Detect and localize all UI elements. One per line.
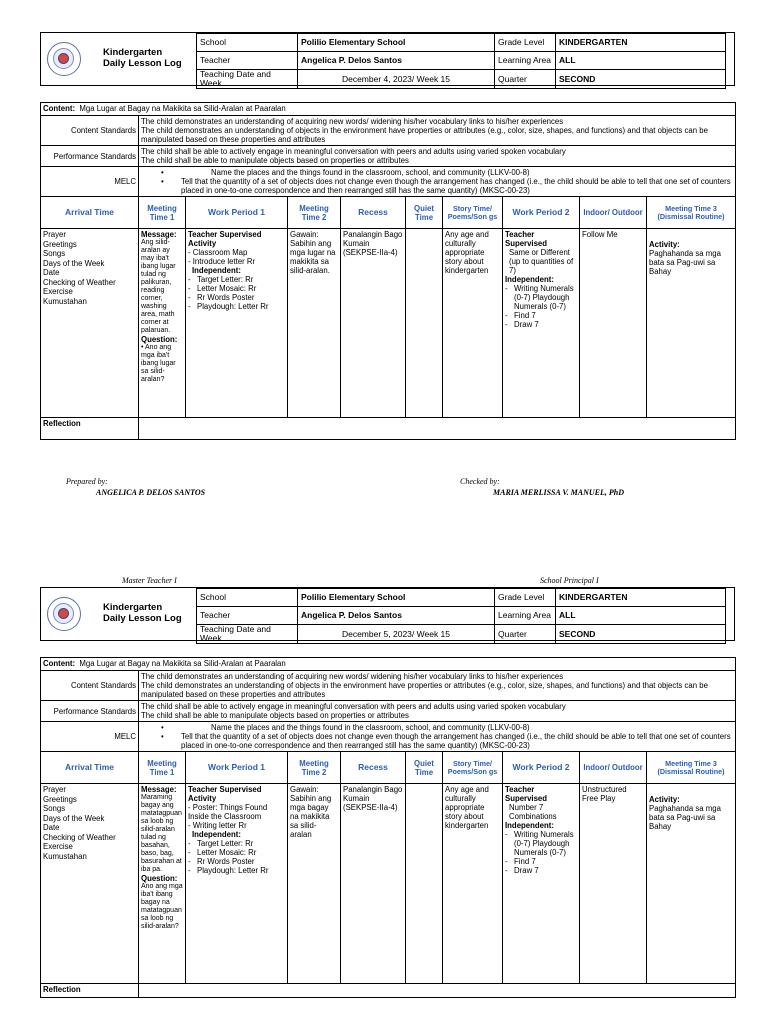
lesson-table-day2: Content: Mga Lugar at Bagay na Makikita sa Silid-Aralan at Paaralan Content Standards The child demonstrates an understanding of acquiring new words/ widening his/her vocabulary links to his/her experiences The child demonstrates an understanding of objects in the environment have properties or attributes (e.g., color, size, shapes, and functions) and that objects can be manipulated based on these properties and attributes Performance Standards The child shall be able to actively engage in meaningful conversation with peers and adults using varied spoken vocabulary The child shall be able to manipulate objects based on properties or attributes MELC • Name the places and the things found in the classroom, school, and community (LLKV-00-8) • Tell that the quantity of a set of objects does not change even though the arrangement has changed (i.e., the child should be able to tell that one set of counters placed in one-to-one correspondence and then rearranged still has the same quantity) (MKSC-00-23) Arrival Time Meeting Time 1 Work Period 1 Meeting Time 2 Recess Quiet Time Story Time/ Poems/Son gs Work Period 2 Indoor/ Outdoor Meeting Time 3 (Dismissal Routine) Prayer Greetings Songs Days of the Week Date Checking of Weather Exercise Kumustahan Message: Maraming bagay ang matatagpuan sa loob ng silid-aralan tulad ng basahan, baso, bag, basurahan at iba pa. Question: Ano ang mga iba't ibang bagay na matatagpuan sa loob ng silid-aralan? Teacher Supervised Activity - Poster: Things Found Inside the Classroom - Writing letter Rr Independent: - Target Letter: Rr - Letter Mosaic: Rr - Rr Words Poster - Playdough: Letter Rr Gawain: Sabihin ang mga bagay na makikita sa silid-aralan Panalangin Bago Kumain (SEKPSE-IIa-4) Any age and culturally appropriate story about kindergarten Teacher Supervised Number 7 Combinations Independent: - Writing Numerals (0-7) Playdough Numerals (0-7) - Find 7 - Draw 7 Unstructured Free Play Activity: Paghahanda sa mga bata sa Pag-uwi sa Bahay Reflection	[40, 657, 736, 998]
header-day2	[40, 587, 735, 641]
document-title: Kindergarten Daily Lesson Log	[103, 602, 182, 624]
arrival-list: Prayer Greetings Songs Days of the Week Date Checking of Weather Exercise Kumustahan	[41, 784, 139, 984]
deped-seal-icon	[47, 42, 81, 76]
document-title: Kindergarten Daily Lesson Log	[103, 47, 182, 69]
arrival-list: Prayer Greetings Songs Days of the Week Date Checking of Weather Exercise Kumustahan	[41, 229, 139, 418]
logo-box	[41, 33, 197, 85]
header-day1	[40, 32, 735, 86]
header-info-table: School Polilio Elementary School Grade Level KINDERGARTEN Teacher Angelica P. Delos Santos Learning Area ALL Teaching Date and Week December 4, 2023/ Week 15 Quarter SECOND	[196, 33, 726, 89]
deped-seal-icon	[47, 597, 81, 631]
lesson-table-day1: Content: Mga Lugar at Bagay na Makikita sa Silid-Aralan at Paaralan Content Standards The child demonstrates an understanding of acquiring new words/ widening his/her vocabulary links to his/her experiences The child demonstrates an understanding of objects in the environment have properties or attributes (e.g., color, size, shapes, and functions) and that objects can be manipulated based on these properties and attributes Performance Standards The child shall be able to actively engage in meaningful conversation with peers and adults using varied spoken vocabulary The child shall be able to manipulate objects based on properties or attributes MELC • Name the places and the things found in the classroom, school, and community (LLKV-00-8) • Tell that the quantity of a set of objects does not change even though the arrangement has changed (i.e., the child should be able to tell that one set of counters placed in one-to-one correspondence and then rearranged still has the same quantity) (MKSC-00-23) Arrival Time Meeting Time 1 Work Period 1 Meeting Time 2 Recess Quiet Time Story Time/ Poems/Son gs Work Period 2 Indoor/ Outdoor Meeting Time 3 (Dismissal Routine) Prayer Greetings Songs Days of the Week Date Checking of Weather Exercise Kumustahan Message: Ang silid-aralan ay may iba't ibang lugar tulad ng palikuran, reading corner, washing area, math corner at palaruan. Question: • Ano ang mga iba't ibang lugar sa silid-aralan? Teacher Supervised Activity - Classroom Map - Introduce letter Rr Independent: - Target Letter: Rr - Letter Mosaic: Rr - Rr Words Poster - Playdough: Letter Rr Gawain: Sabihin ang mga lugar na makikita sa silid-aralan. Panalangin Bago Kumain (SEKPSE-IIa-4) Any age and culturally appropriate story about kindergarten Teacher Supervised Same or Different (up to quantities of 7) Independent: - Writing Numerals (0-7) Playdough Numerals (0-7) - Find 7 - Draw 7 Follow Me Activity: Paghahanda sa mga bata sa Pag-uwi sa Bahay Reflection	[40, 102, 736, 440]
logo-box	[41, 588, 197, 640]
header-info-table: School Polilio Elementary School Grade Level KINDERGARTEN Teacher Angelica P. Delos Santos Learning Area ALL Teaching Date and Week December 5, 2023/ Week 15 Quarter SECOND	[196, 588, 726, 644]
